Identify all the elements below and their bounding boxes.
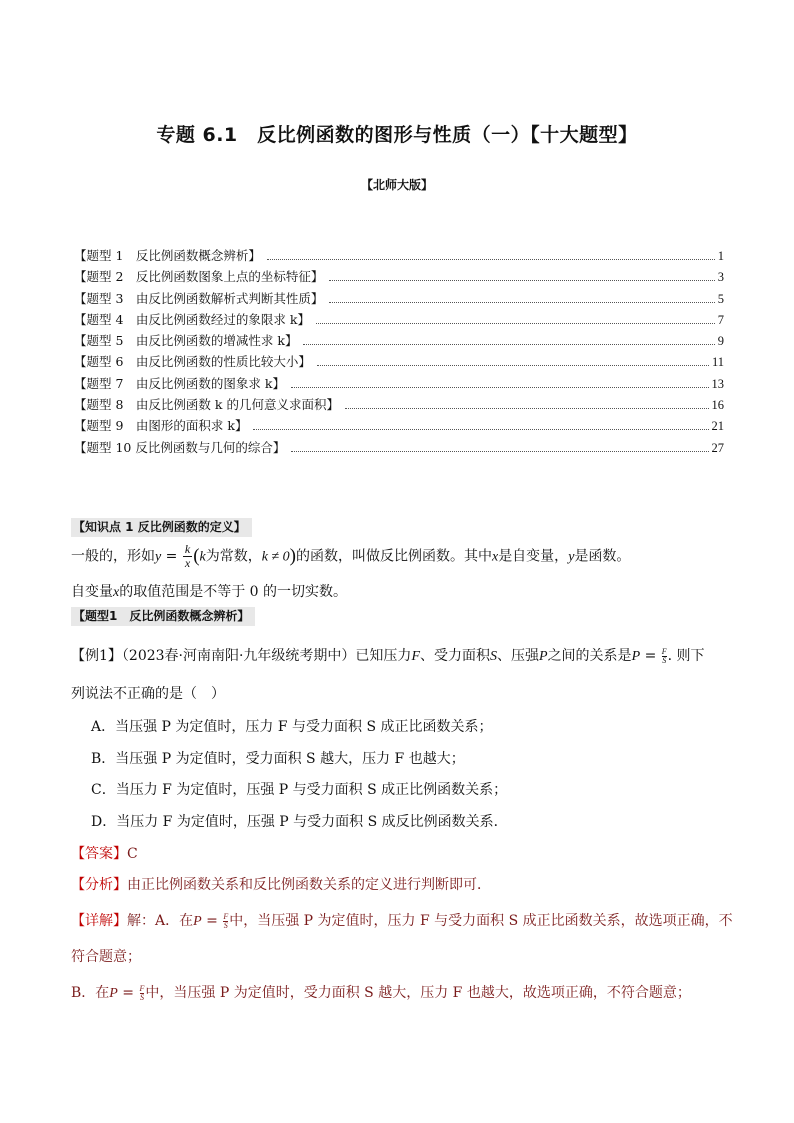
right-paren: ) (289, 545, 296, 567)
example-text: 、压强 (497, 648, 539, 664)
toc-entry[interactable] (74, 438, 724, 459)
detail-tag: 【详解】 (71, 913, 127, 929)
toc-page: 1 (717, 249, 724, 263)
detail-text: 中，当压强 P 为定值时，压力 F 与受力面积 S 成正比函数关系，故选项正确，不 (229, 913, 733, 929)
example-text: 之间的关系是 (547, 648, 632, 664)
toc-entry[interactable] (74, 374, 724, 395)
example-text: 【例1】（2023春·河南南阳·九年级统考期中）已知压力 (71, 648, 412, 664)
toc-entry[interactable] (74, 352, 724, 373)
math-var: x (113, 585, 120, 600)
math-eq: = (161, 548, 182, 565)
toc-leader (291, 450, 708, 452)
toc-label: 【题型 4 由反比例函数经过的象限求 k】 (74, 311, 310, 327)
toc-entry[interactable] (74, 246, 724, 267)
toc-page: 9 (717, 334, 724, 349)
math-var: P (109, 986, 118, 1001)
toc-page: 27 (711, 440, 724, 455)
type-tag: 【题型1 反比例函数概念辨析】 (71, 607, 255, 626)
toc-entry[interactable] (74, 310, 724, 331)
definition-line (71, 543, 630, 570)
fraction-f-over-s (662, 648, 667, 665)
fraction-f-over-s (140, 985, 145, 1002)
math-condition: k ≠ 0 (261, 549, 290, 565)
option-a[interactable]: A．当压强 P 为定值时，压力 F 与受力面积 S 成正比函数关系； (91, 719, 493, 735)
fraction-numerator: F (223, 911, 229, 921)
math-var: F (411, 649, 420, 664)
example-line-1 (71, 645, 705, 665)
definition-text: 是自变量， (498, 548, 569, 565)
toc-label: 【题型 2 反比例函数图象上点的坐标特征】 (74, 269, 324, 285)
range-line (71, 581, 347, 601)
toc-leader (329, 301, 714, 303)
detail-text: 解：A．在 (127, 913, 194, 929)
detail-line-1 (71, 910, 733, 930)
fraction-denominator: S (662, 655, 667, 665)
toc-page: 21 (711, 419, 724, 434)
answer-value: C (127, 846, 138, 862)
left-paren: ( (193, 545, 200, 567)
math-var: x (491, 549, 499, 565)
toc-page: 11 (711, 355, 724, 370)
math-var: P (539, 649, 548, 664)
math-eq: = (201, 913, 223, 929)
toc-label: 【题型 9 由图形的面积求 k】 (74, 418, 248, 434)
fraction-numerator: F (661, 646, 667, 656)
toc-leader (317, 364, 709, 366)
analysis-line (71, 874, 491, 894)
math-eq: = (117, 985, 139, 1001)
range-text: 自变量 (71, 584, 113, 600)
toc-label: 【题型 5 由反比例函数的增减性求 k】 (74, 333, 298, 349)
toc-leader (329, 279, 714, 281)
toc-entry[interactable] (74, 267, 724, 288)
fraction-numerator: F (139, 983, 145, 993)
toc-label: 【题型 7 由反比例函数的图象求 k】 (74, 375, 285, 391)
detail-text: 中，当压强 P 为定值时，受力面积 S 越大，压力 F 也越大，故选项正确，不符合题意； (145, 985, 691, 1001)
fraction-f-over-s (223, 913, 228, 930)
math-var: S (490, 649, 497, 664)
toc-page: 16 (711, 398, 724, 413)
fraction-denominator: x (184, 556, 191, 570)
toc-entry[interactable] (74, 395, 724, 416)
option-c[interactable]: C．当压力 F 为定值时，压强 P 与受力面积 S 成正比例函数关系； (91, 782, 508, 798)
definition-text: 为常数， (205, 548, 262, 565)
fraction-k-over-x (183, 543, 192, 570)
analysis-text: 由正比例函数关系和反比例函数关系的定义进行判断即可． (127, 877, 491, 893)
edition-label: 【北师大版】 (360, 178, 433, 192)
math-var: y (568, 549, 575, 565)
definition-text: 是函数。 (574, 548, 631, 565)
example-text: 、受力面积 (420, 648, 490, 664)
analysis-tag: 【分析】 (71, 877, 127, 893)
example-line-2: 列说法不正确的是（ ） (71, 686, 225, 702)
toc-label: 【题型 6 由反比例函数的性质比较大小】 (74, 354, 311, 370)
detail-line-3 (71, 982, 691, 1002)
option-d[interactable]: D．当压力 F 为定值时，压强 P 与受力面积 S 成反比例函数关系． (91, 814, 508, 830)
fraction-denominator: S (139, 992, 144, 1002)
toc-leader (303, 343, 714, 345)
toc-label: 【题型 8 由反比例函数 k 的几何意义求面积】 (74, 397, 339, 413)
option-b[interactable]: B．当压强 P 为定值时，受力面积 S 越大，压力 F 也越大； (91, 751, 465, 767)
detail-text: B．在 (71, 985, 110, 1001)
fraction-numerator: k (184, 542, 191, 556)
toc-page: 7 (717, 312, 724, 327)
definition-text: 一般的，形如 (71, 548, 155, 565)
toc-page: 5 (717, 291, 724, 306)
toc-leader (316, 322, 715, 324)
table-of-contents (74, 246, 724, 459)
toc-label: 【题型 3 由反比例函数解析式判断其性质】 (74, 290, 324, 306)
toc-entry[interactable] (74, 416, 724, 437)
toc-label: 【题型 10 反比例函数与几何的综合】 (74, 439, 286, 455)
fraction-denominator: S (223, 920, 228, 930)
toc-entry[interactable] (74, 289, 724, 310)
math-var: P (631, 649, 641, 664)
range-text: 的取值范围是不等于 0 的一切实数。 (119, 584, 348, 600)
toc-page: 13 (711, 376, 724, 391)
example-text: . 则下 (667, 648, 705, 664)
math-var: P (193, 914, 202, 929)
math-var: k (199, 549, 206, 565)
detail-line-2: 符合题意； (71, 949, 141, 965)
answer-line (71, 843, 138, 863)
toc-leader (267, 258, 715, 260)
toc-label: 【题型 1 反比例函数概念辨析】 (74, 248, 261, 263)
toc-leader (253, 428, 708, 430)
math-eq: = (640, 648, 661, 664)
toc-leader (345, 407, 709, 409)
knowledge-point-tag: 【知识点 1 反比例函数的定义】 (71, 518, 252, 537)
toc-entry[interactable] (74, 331, 724, 352)
math-var: y (155, 549, 162, 565)
answer-tag: 【答案】 (71, 846, 127, 862)
toc-page: 3 (717, 270, 724, 285)
page-title: 专题 6.1 反比例函数的图形与性质（一）【十大题型】 (156, 124, 638, 146)
definition-text: 的函数，叫做反比例函数。其中 (295, 548, 492, 565)
toc-leader (291, 386, 709, 388)
